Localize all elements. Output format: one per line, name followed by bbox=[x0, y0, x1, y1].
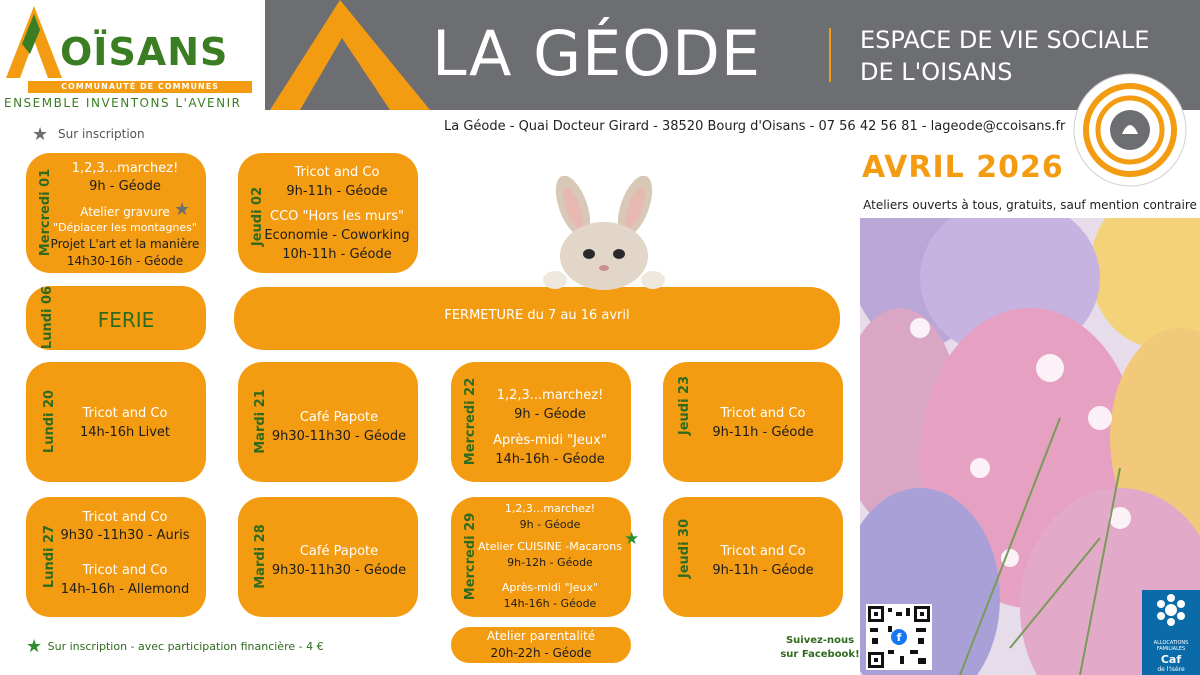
legend-top-text: Sur inscription bbox=[57, 127, 145, 141]
legend-top bbox=[32, 124, 145, 145]
card-line: 14h-16h - Géode bbox=[495, 452, 605, 467]
card-line: 9h30-11h30 - Géode bbox=[271, 563, 407, 578]
card-line: Projet L'art et la manière bbox=[50, 237, 200, 251]
card-line: 10h-11h - Géode bbox=[282, 247, 392, 262]
day-label: Mardi 28 bbox=[252, 524, 268, 589]
card-line: Après-midi "Jeux" bbox=[501, 581, 599, 594]
card-line: 14h-16h - Géode bbox=[503, 597, 597, 610]
card-jeudi-23 bbox=[663, 362, 843, 482]
oisans-logo-icon bbox=[4, 4, 64, 80]
card-line: 9h-11h - Géode bbox=[712, 563, 814, 578]
svg-text:f: f bbox=[896, 631, 902, 644]
card-line: FERIE bbox=[97, 308, 155, 332]
oisans-subtitle: COMMUNAUTÉ DE COMMUNES bbox=[61, 82, 219, 91]
legend-bottom-text: Sur inscription - avec participation financière - 4 € bbox=[47, 639, 324, 653]
geode-title: LA GÉODE bbox=[432, 17, 762, 90]
card-mardi-21 bbox=[238, 362, 418, 482]
card-line: Atelier parentalité bbox=[486, 629, 596, 643]
card-jeudi-30 bbox=[663, 497, 843, 617]
card-line: FERMETURE du 7 au 16 avril bbox=[444, 308, 630, 323]
card-line: 9h-11h - Géode bbox=[712, 425, 814, 440]
card-line: 9h - Géode bbox=[519, 518, 581, 531]
card-line: Tricot and Co bbox=[720, 406, 806, 421]
geode-logo-icon bbox=[270, 0, 430, 110]
card-line: Atelier gravure bbox=[80, 205, 170, 219]
facebook-label bbox=[778, 634, 862, 662]
card-line: 1,2,3...marchez! bbox=[504, 502, 596, 515]
bunny-illustration bbox=[533, 176, 675, 290]
ateliers-note: Ateliers ouverts à tous, gratuits, sauf mention contraire bbox=[863, 198, 1197, 212]
facebook-line2: sur Facebook! bbox=[780, 649, 860, 660]
subtitle-line1: ESPACE DE VIE SOCIALE bbox=[860, 26, 1150, 54]
month-title: AVRIL 2026 bbox=[862, 150, 1064, 185]
card-line: Après-midi "Jeux" bbox=[493, 433, 607, 448]
caf-line1: ALLOCATIONS FAMILIALES bbox=[1153, 640, 1189, 652]
card-line: Café Papote bbox=[299, 544, 379, 559]
card-line: Tricot and Co bbox=[82, 563, 168, 578]
card-line: 9h30-11h30 - Géode bbox=[271, 429, 407, 444]
card-mercredi-22 bbox=[451, 362, 631, 482]
card-line: 1,2,3...marchez! bbox=[71, 161, 179, 176]
card-line: Atelier CUISINE -Macarons bbox=[478, 540, 622, 553]
card-fermeture bbox=[234, 287, 840, 350]
card-mercredi-01 bbox=[26, 153, 206, 273]
day-label: Mercredi 29 bbox=[463, 512, 479, 601]
card-line: 1,2,3...marchez! bbox=[496, 388, 604, 403]
day-label: Jeudi 23 bbox=[677, 375, 693, 436]
card-line: Café Papote bbox=[299, 410, 379, 425]
star-icon: ★ bbox=[32, 124, 49, 145]
card-lundi-06 bbox=[26, 286, 206, 350]
day-label: Jeudi 30 bbox=[677, 518, 693, 579]
card-line: 14h-16h - Allemond bbox=[60, 582, 190, 597]
card-line: 9h-11h - Géode bbox=[286, 184, 388, 199]
card-line: 20h-22h - Géode bbox=[490, 646, 592, 660]
card-line: 9h - Géode bbox=[89, 179, 161, 194]
card-lundi-20 bbox=[26, 362, 206, 482]
card-lundi-27 bbox=[26, 497, 206, 617]
facebook-line1: Suivez-nous bbox=[785, 635, 855, 646]
address-line: La Géode - Quai Docteur Girard - 38520 Bourg d'Oisans - 07 56 42 56 81 - lageode@ccoisans.fr bbox=[444, 119, 1066, 134]
card-line: CCO "Hors les murs" bbox=[270, 209, 404, 224]
day-label: Lundi 20 bbox=[42, 389, 58, 454]
day-label: Jeudi 02 bbox=[250, 186, 266, 247]
card-parentalite bbox=[451, 627, 631, 663]
subtitle-line2: DE L'OISANS bbox=[860, 58, 1013, 86]
day-label: Lundi 06 bbox=[40, 285, 56, 350]
oisans-tagline: ENSEMBLE INVENTONS L'AVENIR bbox=[4, 96, 242, 110]
caf-line3: de l'Isère bbox=[1157, 666, 1185, 673]
qr-code-icon[interactable] bbox=[866, 604, 932, 670]
card-line: Economie - Coworking bbox=[264, 228, 410, 243]
title-divider bbox=[829, 28, 831, 82]
card-line: 14h-16h Livet bbox=[79, 425, 171, 440]
caf-line2: Caf bbox=[1160, 653, 1182, 666]
day-label: Lundi 27 bbox=[42, 524, 58, 589]
card-line: 14h30-16h - Géode bbox=[66, 254, 184, 268]
card-line: Tricot and Co bbox=[720, 544, 806, 559]
card-line: 9h-12h - Géode bbox=[507, 556, 593, 569]
star-icon: ★ bbox=[26, 636, 43, 657]
day-label: Mercredi 01 bbox=[38, 168, 54, 257]
oisans-name: OÏSANS bbox=[60, 30, 229, 74]
legend-bottom bbox=[26, 636, 324, 657]
card-line: "Déplacer les montagnes" bbox=[53, 221, 197, 234]
day-label: Mardi 21 bbox=[252, 389, 268, 454]
card-line: Tricot and Co bbox=[82, 510, 168, 525]
card-line: Tricot and Co bbox=[82, 406, 168, 421]
card-jeudi-02 bbox=[238, 153, 418, 273]
card-mercredi-29 bbox=[451, 497, 640, 617]
day-label: Mercredi 22 bbox=[463, 377, 479, 466]
star-icon: ★ bbox=[624, 529, 640, 549]
card-mardi-28 bbox=[238, 497, 418, 617]
star-icon: ★ bbox=[174, 199, 191, 220]
card-line: 9h30 -11h30 - Auris bbox=[60, 528, 190, 543]
card-line: 9h - Géode bbox=[514, 407, 586, 422]
geode-emblem-icon bbox=[1070, 70, 1190, 190]
card-line: Tricot and Co bbox=[294, 165, 380, 180]
caf-emblem-icon bbox=[1142, 590, 1200, 630]
